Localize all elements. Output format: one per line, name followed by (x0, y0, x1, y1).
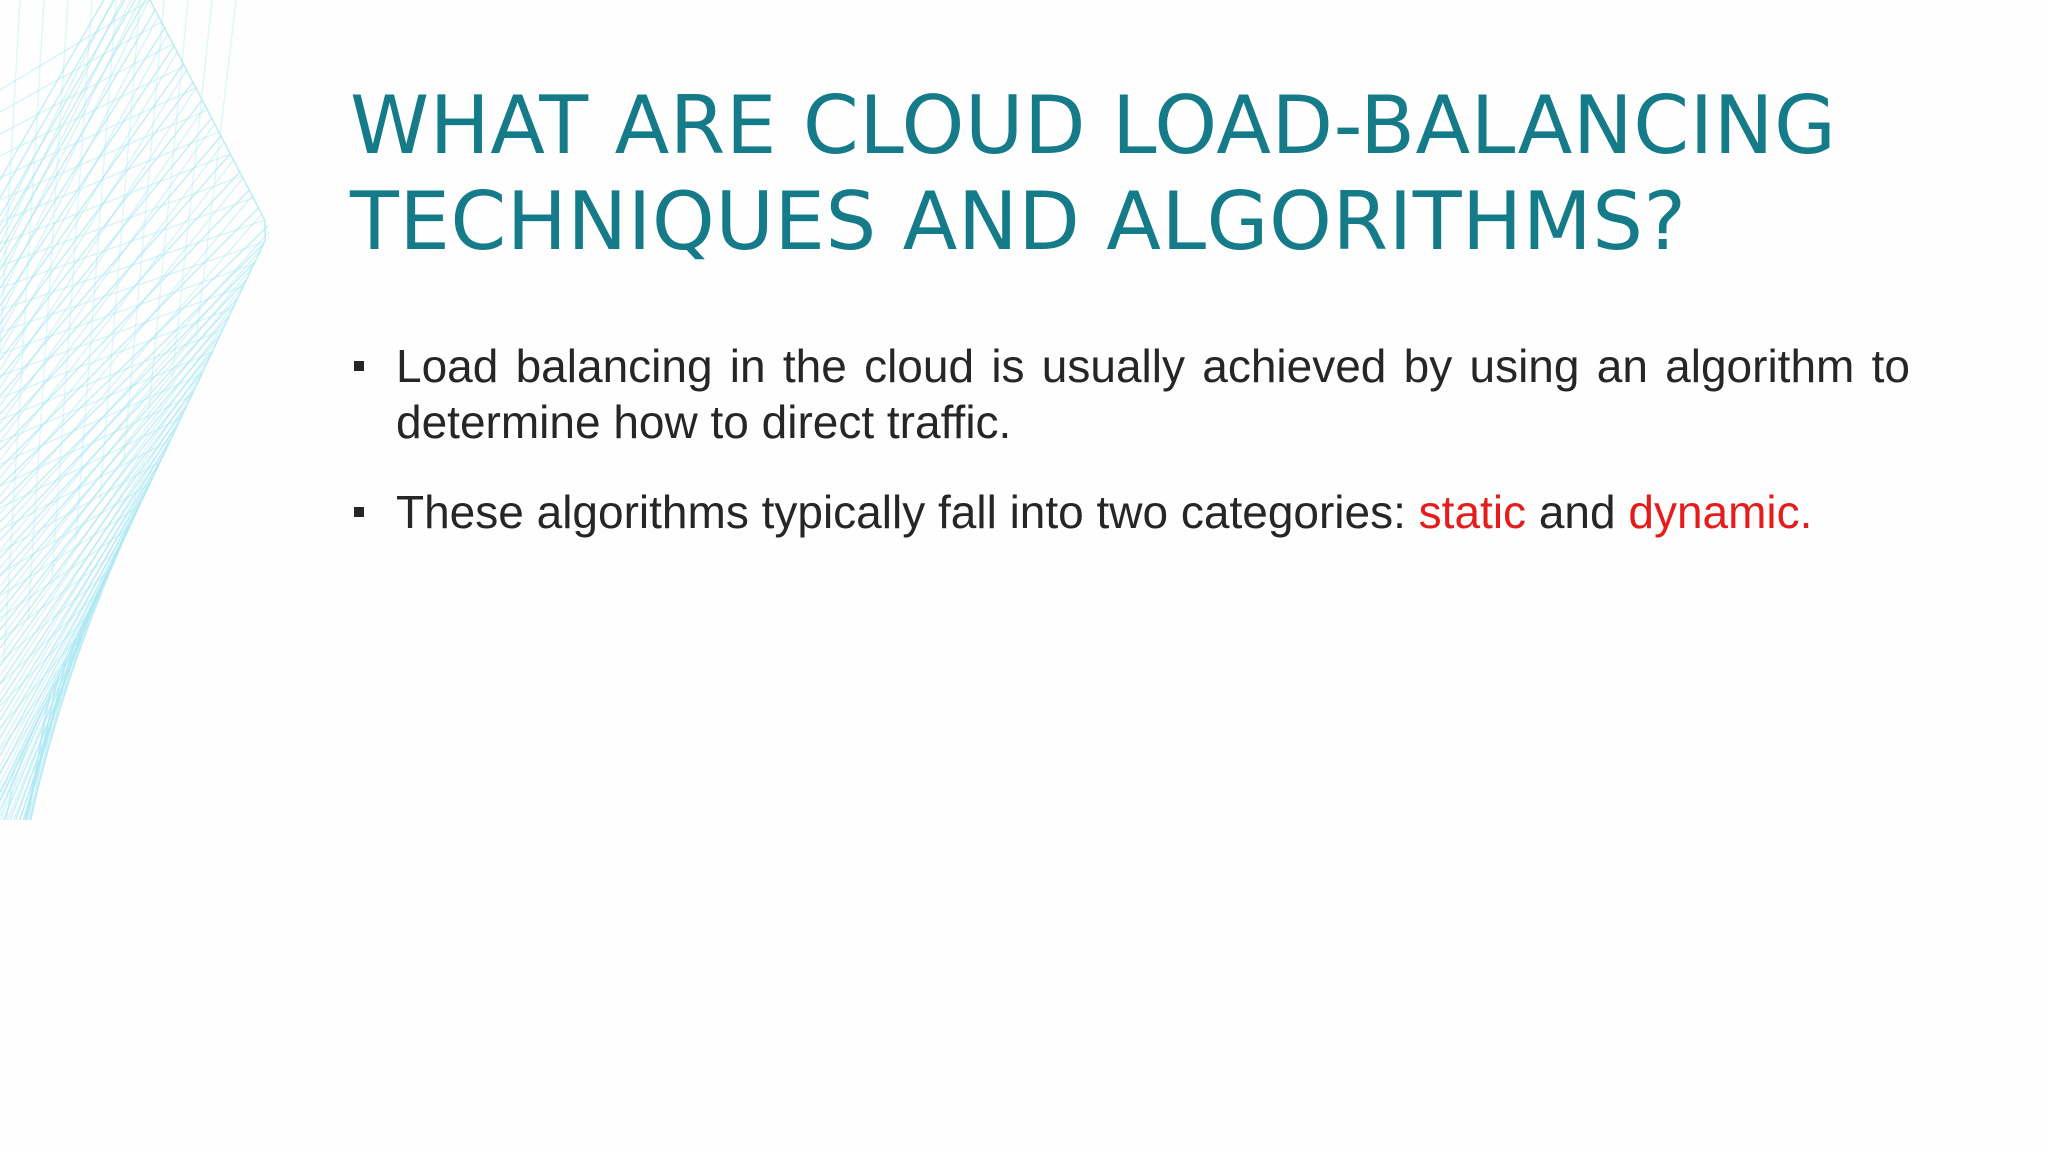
bullet-item-1 (350, 338, 1910, 450)
slide-title-line-1: WHAT ARE CLOUD LOAD-BALANCING (350, 79, 1837, 172)
highlight-dynamic: dynamic. (1628, 486, 1813, 538)
bullet-list (350, 338, 1910, 574)
bullet-item-2 (350, 484, 1910, 540)
bullet-text-1: Load balancing in the cloud is usually achieved by using an algorithm to determine how to direct traffic. (396, 340, 1910, 448)
wireframe-mesh-graphic (0, 0, 300, 820)
square-bullet-icon (354, 361, 364, 371)
bullet-text-2-middle: and (1526, 486, 1629, 538)
slide-title-line-2: TECHNIQUES AND ALGORITHMS? (350, 175, 1687, 268)
highlight-static: static (1418, 486, 1527, 538)
bullet-text-2-before: These algorithms typically fall into two categories: (396, 486, 1419, 538)
slide-title (350, 78, 1910, 270)
square-bullet-icon (354, 507, 364, 517)
